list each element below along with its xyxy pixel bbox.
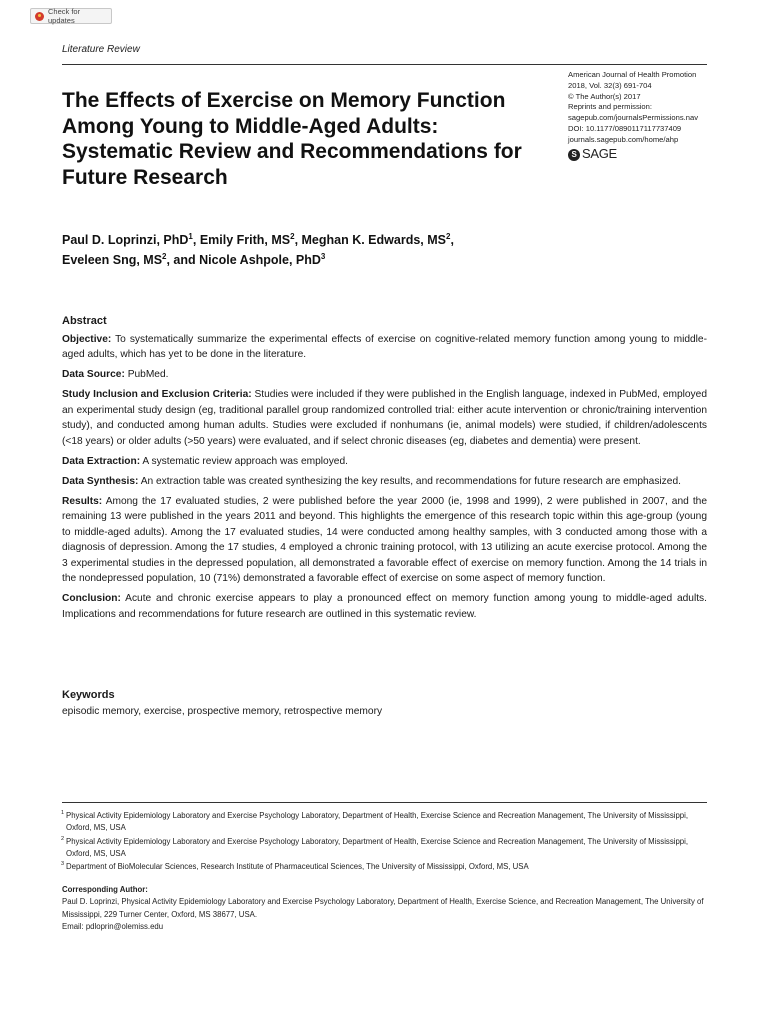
author-separator: , <box>192 233 200 247</box>
author-name: Meghan K. Edwards, MS <box>301 233 446 247</box>
author-separator: , and <box>166 253 200 267</box>
journal-link[interactable]: journals.sagepub.com/home/ahp <box>568 134 679 144</box>
footnote-number: 2 <box>61 835 65 842</box>
doi[interactable]: DOI: 10.1177/0890117117737409 <box>568 123 682 133</box>
abstract-section-text: To systematically summarize the experimental effects of exercise on cognitive-related memory function among young to middle-aged adults, which has yet to be done in the literature. <box>62 333 707 360</box>
abstract-section-text: Acute and chronic exercise appears to play a pronounced effect on memory function among young to middle-aged adults. Implications and recommendations for future research are outlined in this systematic review. <box>62 593 707 620</box>
footnote-text: Department of BioMolecular Sciences, Research Institute of Pharmaceutical Sciences, The University of Mississippi, Oxford, MS, USA <box>66 862 529 872</box>
crossmark-icon <box>35 12 44 21</box>
check-for-updates-label: Check for updates <box>48 7 81 25</box>
abstract-section <box>62 387 707 449</box>
journal-name: American Journal of Health Promotion <box>568 70 697 79</box>
sage-logo-icon: S <box>568 149 580 161</box>
abstract-sections <box>62 332 707 623</box>
footnote-number: 1 <box>61 810 65 816</box>
keywords-heading: Keywords <box>62 689 115 701</box>
corresponding-author-text: Paul D. Loprinzi, Physical Activity Epidemiology Laboratory and Exercise Psychology Laboratory, Department of Health, Exercise Science, and Recreation Management, The University of Mississippi, 229 Turner Center, Oxford, MS 38677, USA. <box>62 897 704 919</box>
article-title: The Effects of Exercise on Memory Function Among Young to Middle-Aged Adults: Systematic Review and Recommendations for Future Research <box>62 89 522 189</box>
abstract-section <box>62 332 707 363</box>
abstract-section-label: Data Extraction: <box>62 455 141 467</box>
author-affiliation-marker: 1 <box>188 231 193 241</box>
author-affiliation-marker: 3 <box>320 251 326 261</box>
abstract-section-label: Results: <box>62 495 103 507</box>
corresponding-author-heading: Corresponding Author: <box>62 885 148 894</box>
author-affiliation-marker: 2 <box>162 251 167 261</box>
footnote-text: Physical Activity Epidemiology Laboratory and Exercise Psychology Laboratory, Department of Health, Exercise Science and Recreation Management, The University of Mississippi, Oxford, MS, USA <box>66 836 689 858</box>
abstract-section-text: Studies were included if they were published in the English language, indexed in PubMed, employed an experimental study design (eg, traditional parallel group randomized controlled trial: either acute intervention or chronic/training intervention study), and conducted among human adults. Studies were excluded if nonhumans (ie, animal models) were studied, if children/adolescents (<18 years) or older adults (>50 years) were evaluated, and if select chronic diseases (eg, diabetes and dementia) were present. <box>62 389 707 447</box>
author-affiliation-marker: 2 <box>290 231 295 241</box>
corresponding-author <box>62 884 707 933</box>
permissions-link[interactable]: sagepub.com/journalsPermissions.nav <box>568 113 699 123</box>
abstract-section-text: An extraction table was created synthesizing the key results, and recommendations for future research are emphasized. <box>140 475 681 487</box>
abstract-section <box>62 454 707 470</box>
author-name: Eveleen Sng, MS <box>62 253 163 267</box>
copyright: © The Author(s) 2017 <box>568 91 641 101</box>
reprints-label: Reprints and permission: <box>568 102 652 112</box>
author-list <box>62 230 662 270</box>
keywords <box>62 688 707 719</box>
abstract-section-label: Data Synthesis: <box>62 475 139 487</box>
journal-volume: 2018, Vol. 32(3) 691-704 <box>568 80 652 90</box>
affiliation-footnote <box>62 810 707 835</box>
publisher-name: SAGE <box>582 146 617 162</box>
abstract-section-text: A systematic review approach was employed. <box>142 455 348 467</box>
header-rule <box>62 64 707 65</box>
abstract-section <box>62 591 707 622</box>
abstract-section-text: PubMed. <box>127 369 169 380</box>
abstract-section-label: Data Source: <box>62 369 125 380</box>
author-name: Emily Frith, MS <box>199 233 291 247</box>
section-label: Literature Review <box>62 44 140 55</box>
abstract-section-text: Among the 17 evaluated studies, 2 were published before the year 2000 (ie, 1998 and 1999), 2 were published in 2007, and the remaining 13 were published in the years 2011 and beyond. This highlights the emergence of this research topic within this age-group (young to middle-aged adults). Among the 17 evaluated studies, 14 were conducted among healthy samples, with 3 conducted among those with a diagnosis of depression. Among the 17 studies, 4 employed a chronic training protocol, with 13 utilizing an acute exercise protocol. Among the 3 experimental studies in the depressed population, all demonstrated a favorable effect of exercise on memory function. Among the 14 trials in the nondepressed population, 10 (71%) demonstrated a favorable effect of exercise on some aspect of memory function. <box>62 495 707 584</box>
author-affiliation-marker: 2 <box>445 231 451 241</box>
publisher-logo <box>568 146 718 162</box>
check-for-updates-badge[interactable] <box>30 8 112 24</box>
author-separator: , <box>294 233 302 247</box>
footnote-rule <box>62 802 707 803</box>
author-name: Nicole Ashpole, PhD <box>199 253 321 267</box>
footnote-text: Physical Activity Epidemiology Laboratory and Exercise Psychology Laboratory, Department of Health, Exercise Science and Recreation Management, The University of Mississippi, Oxford, MS, USA <box>66 811 689 833</box>
author-separator: , <box>450 233 454 247</box>
keywords-text: episodic memory, exercise, prospective memory, retrospective memory <box>62 705 383 717</box>
abstract-section <box>62 474 707 490</box>
abstract-heading: Abstract <box>62 315 107 327</box>
abstract-section-label: Study Inclusion and Exclusion Criteria: <box>62 389 252 400</box>
abstract-section-label: Objective: <box>62 333 112 345</box>
abstract-section-label: Conclusion: <box>62 593 121 604</box>
affiliation-footnote <box>62 836 707 861</box>
abstract-section <box>62 494 707 587</box>
abstract-section <box>62 367 707 383</box>
affiliations <box>62 810 707 874</box>
footnote-number: 3 <box>61 861 65 868</box>
abstract <box>62 314 707 627</box>
publication-info <box>568 70 718 161</box>
author-name: Paul D. Loprinzi, PhD <box>62 233 189 247</box>
corresponding-author-email[interactable]: Email: pdloprin@olemiss.edu <box>62 921 164 931</box>
affiliation-footnote <box>62 861 707 873</box>
